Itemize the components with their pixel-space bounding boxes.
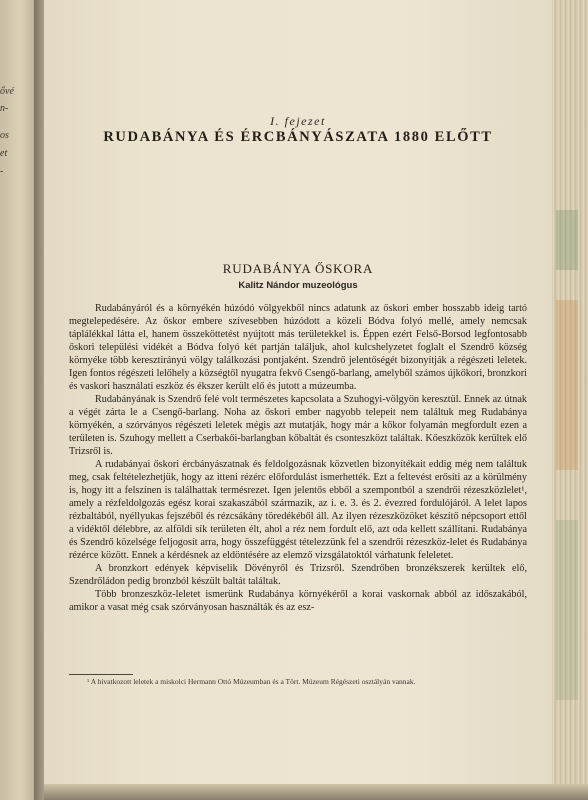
paragraph: A rudabányai őskori ércbányászatnak és feldolgozásnak közvetlen bizonyítékait eddig még nem találtuk meg, csak feltételezhetjük, hogy az itteni rézérc előfordulást ismerhették. Ezt a feltevést erősíti az a körülmény is, hogy itt a felszínen is találhattak termésrezet. Igen jelentős ebből a szempontból a szendrői rézeszközlelet¹, amely a rézfeldolgozás egész korai szakaszából származik, az i. e. 3. és 2. évezred fordulójáról. A lelet lapos rézbaltából, nyéllyukas fejszéből és rézcsákány töredékéből áll. Az ilyen rézeszközöket készítő népcsoport ettől a vidéktől délebbre, az alföldi sík területen élt, ahol a réz nem fordult elő, azt oda kellett szállítani. Rudabánya és Szendrő közelsége feljogosít arra, hogy összefüggést tételezzünk fel a szendrői rézeszköz-lelet és Rudabánya rézérce között. Ennek a kérdésnek az eldöntésére az elemző vizsgálatoktól várhatunk feleletet. <box>69 459 527 561</box>
page-stack-edge <box>552 0 588 800</box>
paragraph: Több bronzeszköz-leletet ismerünk Rudabánya környékéről a korai vaskornak abból az időszakából, amikor a vasat még csak szórványosan használták és az esz- <box>69 589 527 613</box>
footnote-rule <box>69 674 133 675</box>
book-page <box>44 0 552 784</box>
book-bottom-edge <box>44 784 588 800</box>
section-title: RUDABÁNYA ŐSKORA <box>222 261 374 276</box>
chapter-label: I. fejezet <box>270 114 326 128</box>
left-page-fragment: ővé <box>0 86 14 97</box>
book-gutter <box>34 0 44 800</box>
left-page-fragment: n- <box>0 103 9 114</box>
page-edge-tint <box>556 210 578 270</box>
footnote: ¹ A hivatkozott leletek a miskolci Hermann Ottó Múzeumban és a Tört. Múzeum Régészeti osztályán vannak. <box>87 677 416 686</box>
paragraph: Rudabányának is Szendrő felé volt természetes kapcsolata a Szuhogyi-völgyön keresztül. Ennek az útnak a végét zárta le a Csengő-barlang. Noha az őskori ember nagyobb telepeit nem találtuk meg Rudabánya környékén, a szórványos régészeti leletek mégis azt mutatják, hogy már a kőkor folyamán megfordult ezen a területen is. Szuhogy mellett a Cserbakői-barlangban kőbaltát és csonteszközt találtak. Kőeszközök kerültek elő Trizsről is. <box>69 394 527 457</box>
body-text <box>69 302 527 614</box>
page-edge-tint <box>556 520 578 700</box>
chapter-title: RUDABÁNYA ÉS ÉRCBÁNYÁSZATA 1880 ELŐTT <box>103 129 493 145</box>
paragraph: Rudabányáról és a környékén húzódó völgyekből nincs adatunk az őskori ember hosszabb ideig tartó megtelepedésére. Az őskor embere szívesebben húzódott a közeli Bódva folyó mellé, amely nemcsak táplálékkal látta el, hanem összeköttetést nyújtott más területekkel is. Éppen ezért Felső-Borsod legfontosabb őskori települési vidékét a Bódva folyó két partján találjuk, ahol kulcshelyzetet foglalt el Szendrő község környéke több keresztirányú völgy találkozási pontjaként. Szendrő jelentőségét bizonyítják a régészeti leletek. Igen fontos régészeti lelőhely a községtől nyugatra fekvő Csengő-barlang, amelyből számos újkőkori, bronzkori és vaskori használati eszköz és ékszer került elő és jutott a múzeumba. <box>69 303 527 392</box>
left-page-fragment: et <box>0 148 8 159</box>
paragraph: A bronzkort edények képviselik Dövényről és Trizsről. Szendrőben bronzékszerek kerültek elő, Szendrőládon pedig bronzból készült baltát találtak. <box>69 563 527 587</box>
left-page-fragment: - <box>0 166 4 177</box>
left-page-fragment: os <box>0 130 9 141</box>
page-edge-tint <box>556 300 578 470</box>
left-page-edge <box>0 0 34 800</box>
section-author: Kalitz Nándor muzeológus <box>238 280 358 291</box>
